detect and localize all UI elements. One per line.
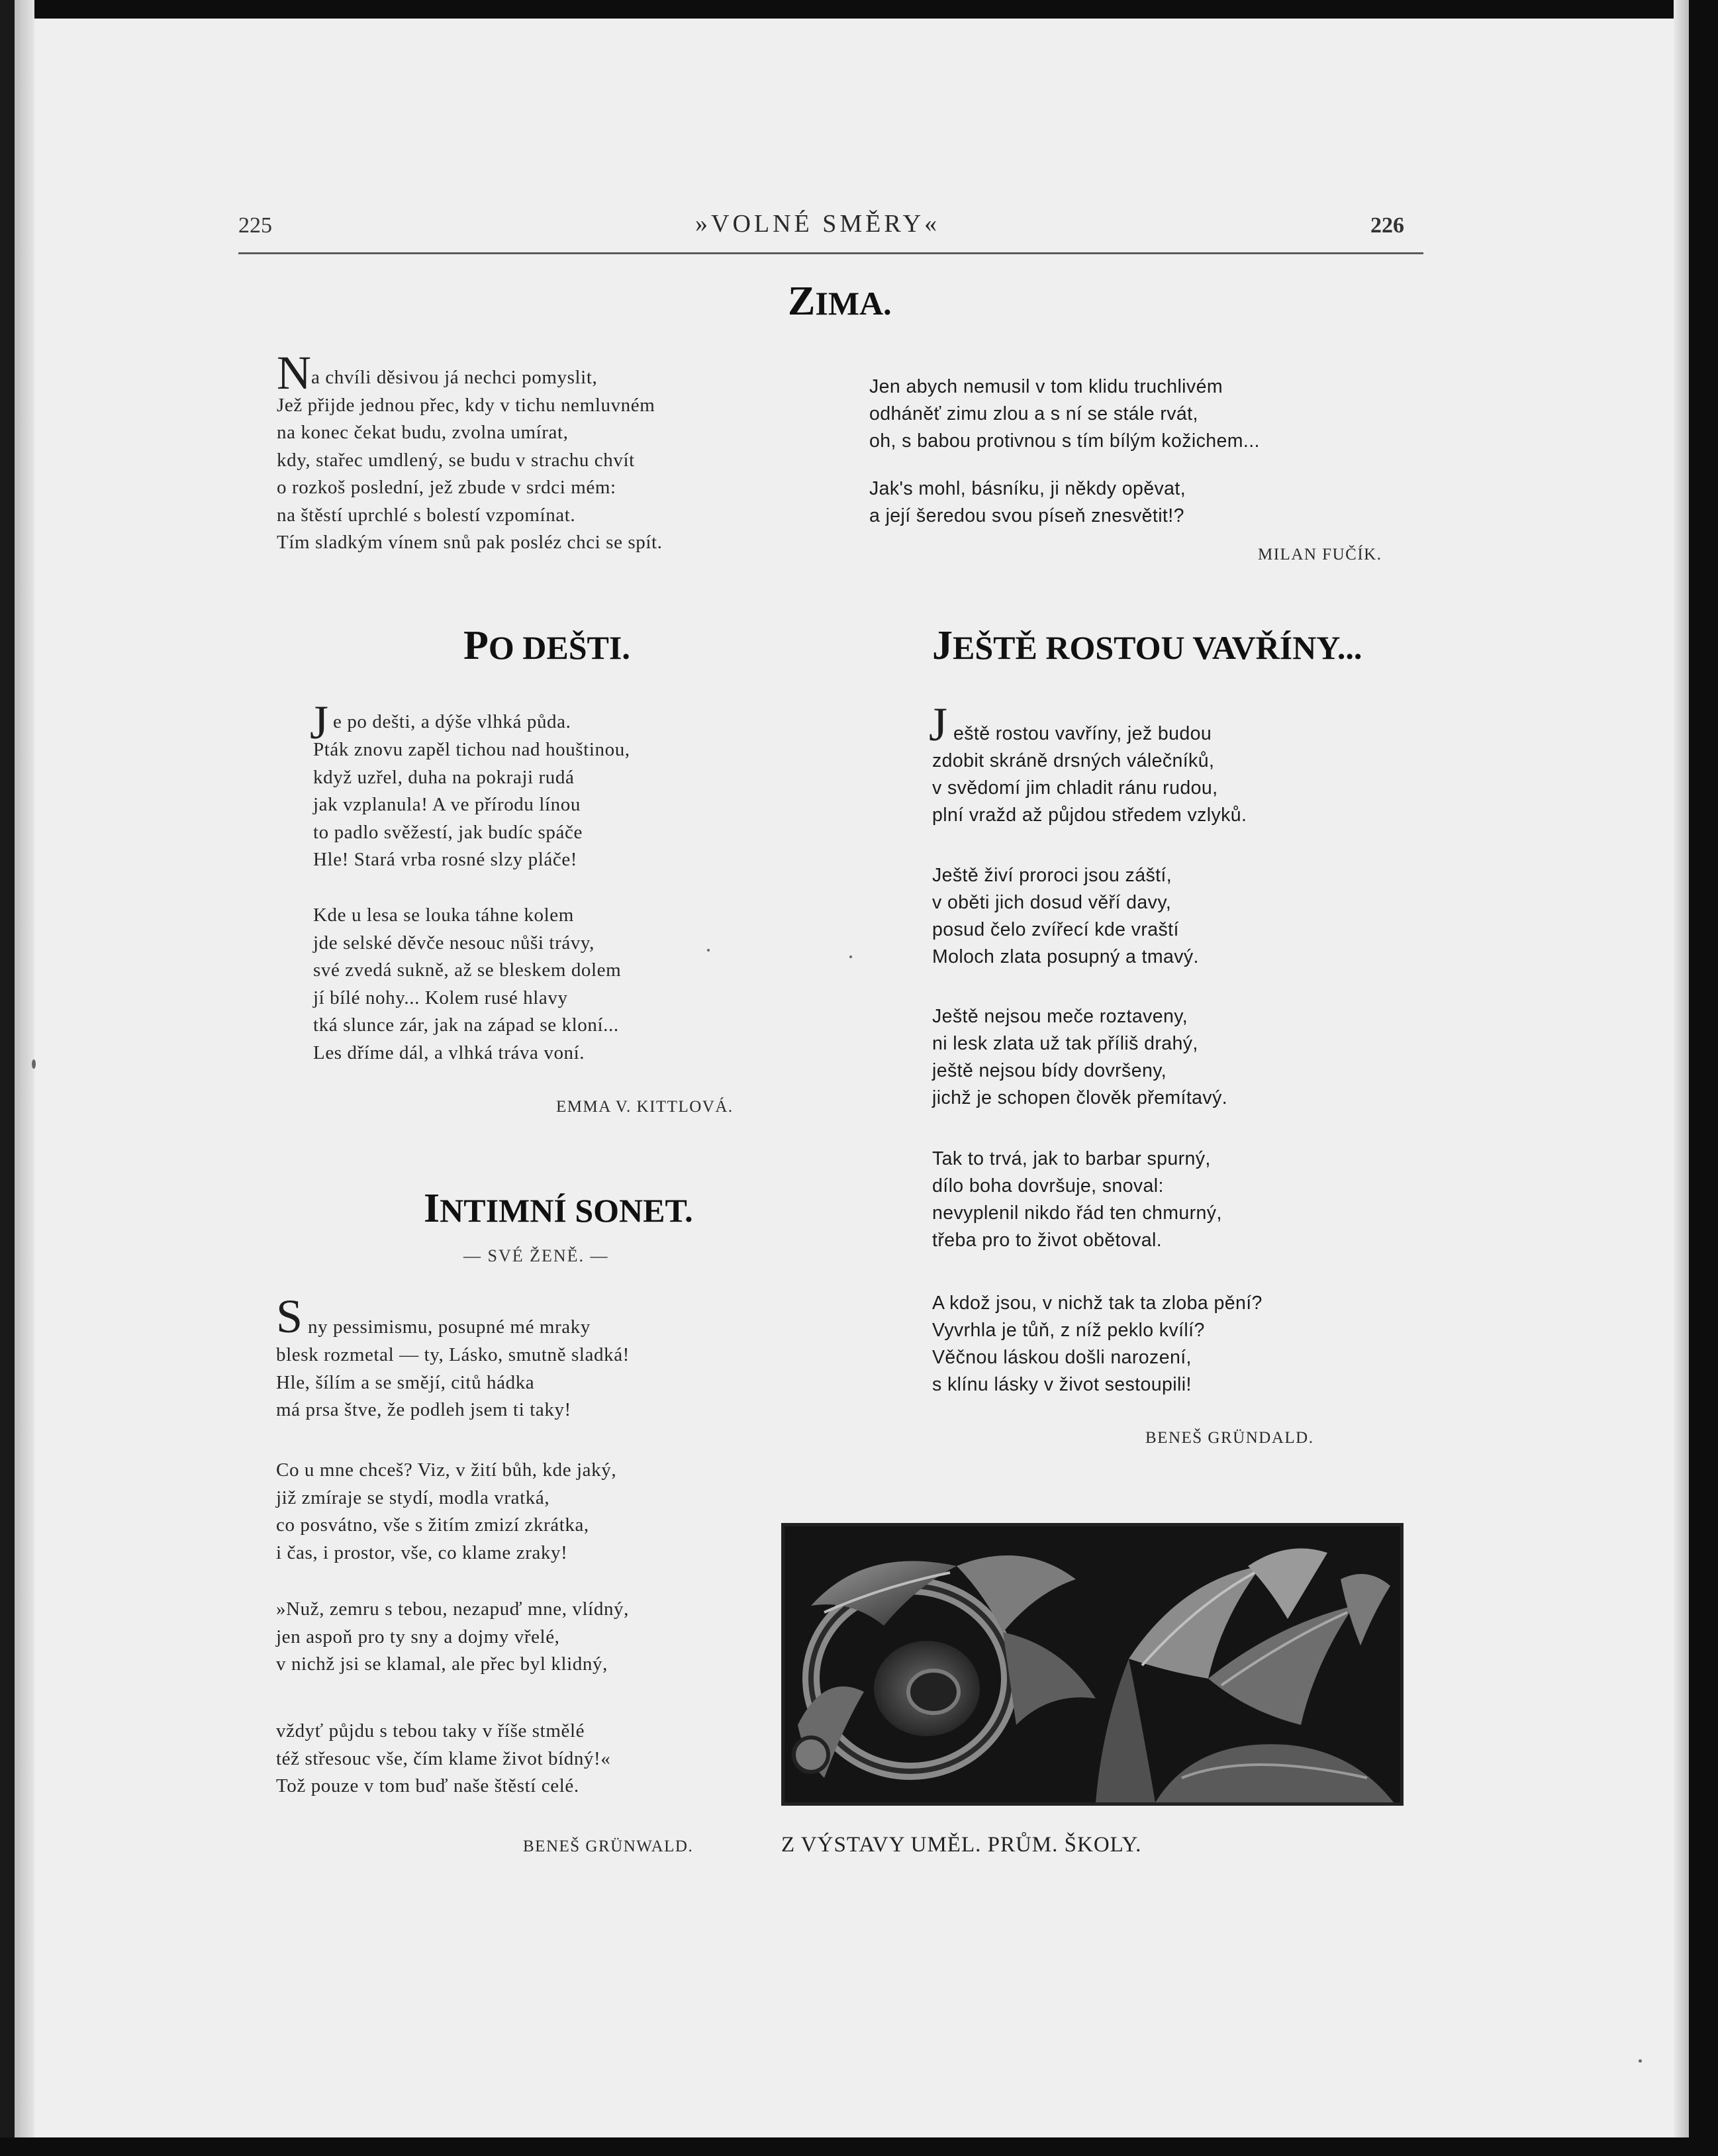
author-signature-vavriny: BENEŠ GRÜNDALD.	[1145, 1429, 1314, 1447]
scan-border-top	[0, 0, 1718, 19]
scan-border-bottom	[0, 2137, 1718, 2156]
stanza-sonet-1: blesk rozmetal — ty, Lásko, smutně sladká! Hle, šílím a se smějí, citů hádka má prsa štve, že podleh jsem ti taky!	[276, 1344, 630, 1420]
author-signature-sonet: BENEŠ GRÜNWALD.	[523, 1838, 694, 1855]
author-signature-po-desti: EMMA V. KITTLOVÁ.	[556, 1098, 734, 1116]
page-edge-shadow-right	[1674, 0, 1689, 2156]
scan-speck	[32, 1059, 36, 1069]
title-rest: EŠTĚ ROSTOU VAVŘÍNY...	[953, 629, 1362, 666]
stanza-sonet-2: Co u mne chceš? Viz, v žití bůh, kde jaký, již zmíraje se stydí, modla vratká, co posvátno, vše s žitím zmizí zkrátka, i čas, i prostor, vše, co klame zraky!	[276, 1459, 617, 1563]
title-rest: O DEŠTI.	[488, 629, 630, 666]
stanza-po-desti-first-line: e po dešti, a dýše vlhká půda.	[333, 711, 571, 732]
poem-title-intimni-sonet	[424, 1185, 693, 1232]
carving-drawing	[785, 1526, 1400, 1802]
title-initial: Z	[788, 279, 816, 324]
title-rest: NTIMNÍ SONET.	[440, 1192, 693, 1229]
poem-title-zima	[788, 278, 892, 325]
stanza-zima-left: a chvíli děsivou já nechci pomyslit, Jež přijde jednou přec, kdy v tichu nemluvném na konec čekat budu, zvolna umírat, kdy, stařec umdlený, se budu v strachu chvít o rozkoš poslední, jež zbude v srdci mém: na štěstí uprchlé s bolestí vzpomínat. Tím sladkým vínem snů pak posléz chci se spít.	[277, 367, 663, 553]
page-edge-shadow-left	[15, 0, 34, 2156]
dropcap-zima: N	[277, 346, 311, 399]
dropcap-po-desti: J	[310, 696, 329, 749]
scan-speck	[1639, 2059, 1642, 2063]
page-number-right: 226	[1370, 213, 1404, 238]
title-rest: IMA.	[815, 285, 892, 322]
header-rule	[238, 252, 1423, 254]
stanza-vavriny-2: Ještě živí proroci jsou záští, v oběti jich dosud věří davy, posud čelo zvířecí kde vraští Moloch zlata posupný a tmavý.	[932, 865, 1199, 967]
stanza-vavriny-first-line: eště rostou vavříny, jež budou	[953, 723, 1212, 744]
scan-border-right	[1689, 0, 1718, 2156]
page-number-left: 225	[238, 213, 272, 238]
scan-speck	[707, 949, 710, 952]
title-initial: J	[932, 623, 953, 668]
scan-speck	[849, 956, 852, 958]
stanza-vavriny-3: Ještě nejsou meče roztaveny, ni lesk zlata už tak příliš drahý, ještě nejsou bídy dovršeny, jichž je schopen člověk přemítavý.	[932, 1006, 1228, 1108]
stanza-zima-right-1: Jen abych nemusil v tom klidu truchlivém odháněť zimu zlou a s ní se stále rvát, oh, s babou protivnou s tím bílým kožichem...	[869, 376, 1260, 452]
poem-title-jeste-rostou-vavriny	[932, 622, 1362, 669]
stanza-vavriny-4: Tak to trvá, jak to barbar spurný, dílo boha dovršuje, snoval: nevyplenil nikdo řád ten chmurný, třeba pro to život obětoval.	[932, 1148, 1222, 1251]
dedication-line: — SVÉ ŽENĚ. —	[463, 1246, 609, 1265]
poem-title-po-desti	[463, 622, 630, 669]
scan-border-left	[0, 0, 15, 2156]
running-title: »VOLNÉ SMĚRY«	[695, 210, 941, 238]
title-initial: P	[463, 623, 489, 668]
title-initial: I	[424, 1186, 440, 1231]
dropcap-jeste-rostou: J	[929, 698, 948, 751]
author-signature-zima: MILAN FUČÍK.	[1258, 546, 1382, 564]
illustration-caption: Z VÝSTAVY UMĚL. PRŮM. ŠKOLY.	[781, 1833, 1142, 1857]
stanza-vavriny-5: A kdož jsou, v nichž tak ta zloba pění? Vyvrhla je tůň, z níž peklo kvílí? Věčnou láskou došli narození, s klínu lásky v život sestoupili!	[932, 1293, 1263, 1395]
stanza-vavriny-1: zdobit skráně drsných válečníků, v svědomí jim chladit ránu rudou, plní vražd až půjdou středem vzlyků.	[932, 750, 1247, 826]
dropcap-intimni-sonet: S	[276, 1290, 303, 1343]
stanza-po-desti-2: Kde u lesa se louka táhne kolem jde selské děvče nesouc nůši trávy, své zvedá sukně, až se bleskem dolem jí bílé nohy... Kolem rusé hlavy tká slunce zár, jak na západ se kloní... Les dříme dál, a vlhká tráva voní.	[313, 905, 622, 1063]
stanza-sonet-4: vždyť půjdu s tebou taky v říše stmělé též střesouc vše, čím klame život bídný!« Tož pouze v tom buď naše štěstí celé.	[276, 1720, 611, 1796]
stanza-sonet-first-line: ny pessimismu, posupné mé mraky	[308, 1316, 591, 1338]
stanza-sonet-3: »Nuž, zemru s tebou, nezapuď mne, vlídný, jen aspoň pro ty sny a dojmy vřelé, v nichž jsi se klamal, ale přec byl klidný,	[276, 1598, 629, 1675]
stanza-zima-right-2: Jak's mohl, básníku, ji někdy opěvat, a její šeredou svou píseň znesvětit!?	[869, 478, 1186, 526]
stanza-po-desti-1: Pták znovu zapěl tichou nad houštinou, když uzřel, duha na pokraji rudá jak vzplanula! A ve přírodu línou to padlo svěžestí, jak budíc spáče Hle! Stará vrba rosné slzy pláče!	[313, 739, 630, 870]
ornamental-carving-photo	[781, 1523, 1404, 1806]
